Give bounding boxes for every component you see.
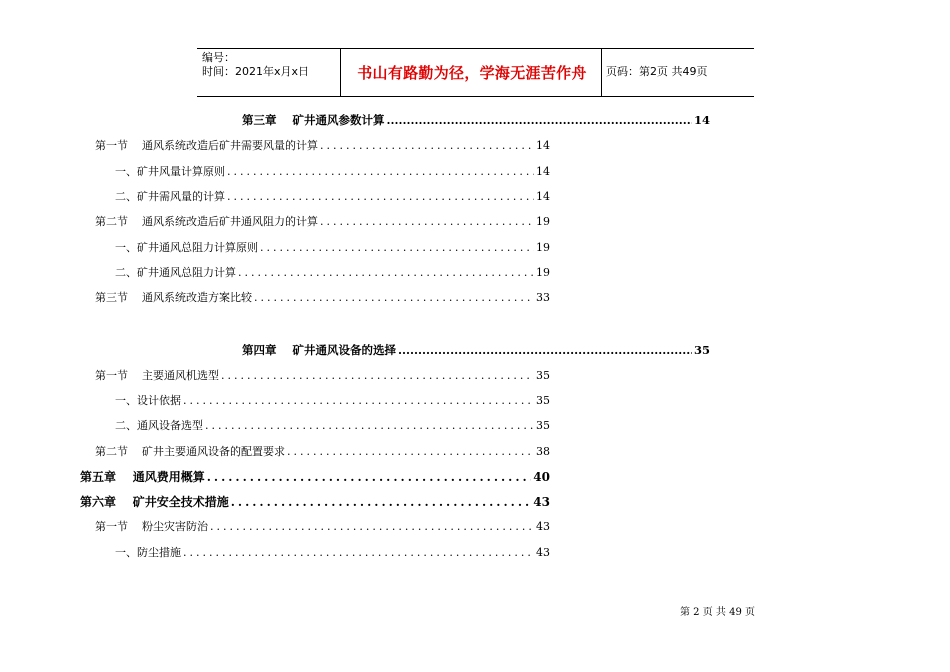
toc-entry[interactable] (95, 212, 550, 230)
toc-entry[interactable] (242, 340, 710, 358)
toc-entry[interactable] (80, 467, 550, 485)
toc-entry-label: 第四章 矿井通风设备的选择 (242, 343, 397, 357)
toc-leader (227, 189, 534, 205)
toc-entry-label: 一、矿井通风总阻力计算原则 (115, 241, 258, 254)
toc-entry-page: 14 (693, 113, 710, 127)
toc-entry-label: 第一节 粉尘灾害防治 (95, 520, 208, 533)
toc-leader (287, 444, 534, 460)
toc-leader (183, 545, 534, 561)
toc-entry-label: 二、矿井需风量的计算 (115, 190, 225, 203)
toc-leader (227, 164, 534, 180)
header-motto: 书山有路勤为径，学海无涯苦作舟 (357, 64, 587, 82)
toc-entry-page: 14 (536, 139, 550, 152)
toc-leader (231, 494, 532, 510)
toc-entry-page: 35 (536, 369, 550, 382)
toc-leader (221, 368, 534, 384)
toc-entry-label: 第一节 主要通风机选型 (95, 369, 219, 382)
toc-entry-page: 14 (536, 165, 550, 178)
toc-leader (238, 265, 534, 281)
toc-entry-label: 第五章 通风费用概算 (80, 470, 205, 484)
code-label: 编号： (202, 51, 235, 64)
toc-entry[interactable] (115, 416, 550, 434)
toc-entry[interactable] (115, 263, 550, 281)
toc-leader (183, 393, 534, 409)
toc-entry-page: 14 (536, 190, 550, 203)
toc-leader (320, 138, 534, 154)
toc-leader (210, 519, 534, 535)
toc-leader (387, 112, 692, 128)
toc-entry[interactable] (80, 492, 550, 510)
header-divider (340, 48, 341, 97)
toc-entry-page: 19 (536, 266, 550, 279)
toc-entry-label: 一、矿井风量计算原则 (115, 165, 225, 178)
toc-entry[interactable] (95, 288, 550, 306)
toc-leader (398, 342, 692, 358)
toc-entry-label: 第一节 通风系统改造后矿井需要风量的计算 (95, 139, 318, 152)
toc-entry-label: 第二节 矿井主要通风设备的配置要求 (95, 445, 285, 458)
toc-entry[interactable] (95, 517, 550, 535)
toc-entry[interactable] (95, 442, 550, 460)
toc-entry-label: 二、矿井通风总阻力计算 (115, 266, 236, 279)
toc-entry-page: 43 (536, 546, 550, 559)
toc-entry-label: 第三节 通风系统改造方案比较 (95, 291, 252, 304)
toc-entry-page: 43 (533, 495, 550, 509)
header-page-number: 页码：第2页 共49页 (606, 65, 708, 78)
toc-entry-page: 40 (533, 470, 550, 484)
toc-entry-label: 一、防尘措施 (115, 546, 181, 559)
toc-entry-page: 33 (536, 291, 550, 304)
toc-leader (205, 418, 534, 434)
toc-entry-label: 第二节 通风系统改造后矿井通风阻力的计算 (95, 215, 318, 228)
toc-entry-page: 38 (536, 445, 550, 458)
toc-leader (207, 469, 532, 485)
header-bottom-rule (197, 96, 754, 97)
toc-entry[interactable] (115, 187, 550, 205)
time-label: 时间：2021年x月x日 (202, 65, 310, 78)
toc-entry-page: 35 (693, 343, 710, 357)
header-divider (601, 48, 602, 97)
toc-entry-page: 19 (536, 241, 550, 254)
toc-entry[interactable] (242, 110, 710, 128)
header-meta (202, 51, 340, 79)
toc-entry-page: 35 (536, 419, 550, 432)
toc-entry[interactable] (115, 543, 550, 561)
toc-leader (320, 214, 534, 230)
toc-entry-page: 35 (536, 394, 550, 407)
toc-leader (260, 240, 534, 256)
header-top-rule (197, 48, 754, 49)
toc-entry[interactable] (115, 162, 550, 180)
toc-entry[interactable] (115, 238, 550, 256)
toc-entry[interactable] (115, 391, 550, 409)
toc-entry-label: 第六章 矿井安全技术措施 (80, 495, 229, 509)
toc-entry[interactable] (95, 136, 550, 154)
toc-entry-page: 19 (536, 215, 550, 228)
page-footer: 第 2 页 共 49 页 (680, 607, 755, 618)
toc-leader (254, 290, 534, 306)
toc-entry-page: 43 (536, 520, 550, 533)
toc-entry[interactable] (95, 366, 550, 384)
toc-entry-label: 二、通风设备选型 (115, 419, 203, 432)
toc-entry-label: 第三章 矿井通风参数计算 (242, 113, 385, 127)
toc-entry-label: 一、设计依据 (115, 394, 181, 407)
